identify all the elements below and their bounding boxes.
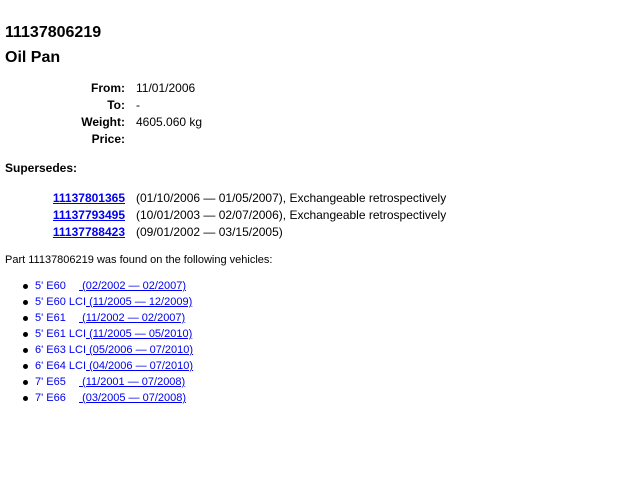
part-number-heading: 11137806219: [5, 24, 102, 41]
bullet-icon: [23, 284, 28, 289]
bullet-icon: [23, 300, 28, 305]
vehicle-link[interactable]: [35, 390, 186, 406]
supersede-row: [0, 190, 640, 207]
vehicle-name: 6' E64 LCI: [35, 360, 87, 372]
property-label: Price:: [91, 132, 125, 146]
property-label: From:: [91, 81, 125, 95]
vehicle-name: 5' E61 LCI: [35, 328, 87, 340]
superseded-part-link[interactable]: 11137801365: [52, 191, 125, 205]
vehicle-link[interactable]: [35, 294, 192, 310]
superseded-part-description: (09/01/2002 — 03/15/2005): [136, 225, 283, 239]
vehicle-date-range: (11/2001 — 07/2008): [82, 376, 186, 388]
vehicle-date-range: (11/2002 — 02/2007): [82, 312, 186, 324]
property-label: To:: [107, 98, 125, 112]
vehicle-link[interactable]: [35, 342, 193, 358]
property-value: 4605.060 kg: [136, 115, 203, 129]
property-row-from: [5, 80, 305, 97]
property-row-to: [5, 97, 305, 114]
property-row-weight: [5, 114, 305, 131]
supersedes-heading: Supersedes:: [5, 161, 78, 175]
vehicle-name: 7' E65: [35, 376, 66, 388]
vehicle-name: 5' E61: [35, 312, 66, 324]
vehicle-link[interactable]: [35, 278, 186, 294]
property-label: Weight:: [81, 115, 125, 129]
superseded-part-link[interactable]: 11137788423: [52, 225, 125, 239]
superseded-part-link[interactable]: 11137793495: [52, 208, 125, 222]
vehicle-link[interactable]: [35, 310, 185, 326]
vehicle-link[interactable]: [35, 326, 192, 342]
superseded-part-description: (01/10/2006 — 01/05/2007), Exchangeable retrospectively: [136, 191, 447, 205]
vehicle-name: 5' E60: [35, 280, 66, 292]
bullet-icon: [23, 332, 28, 337]
property-value: 11/01/2006: [136, 81, 196, 95]
property-row-price: [5, 131, 305, 148]
bullet-icon: [23, 396, 28, 401]
vehicle-name: 7' E66: [35, 392, 66, 404]
superseded-part-description: (10/01/2003 — 02/07/2006), Exchangeable retrospectively: [136, 208, 447, 222]
supersede-row: [0, 207, 640, 224]
vehicle-date-range: (03/2005 — 07/2008): [82, 392, 187, 404]
bullet-icon: [23, 348, 28, 353]
property-value: -: [136, 98, 140, 112]
vehicles-found-text: Part 11137806219 was found on the following vehicles:: [5, 254, 273, 266]
vehicle-link[interactable]: [35, 374, 185, 390]
bullet-icon: [23, 364, 28, 369]
vehicle-link[interactable]: [35, 358, 193, 374]
part-name-heading: Oil Pan: [5, 49, 61, 66]
vehicle-name: 6' E63 LCI: [35, 344, 87, 356]
vehicle-date-range: (11/2005 — 12/2009): [89, 296, 193, 308]
bullet-icon: [23, 380, 28, 385]
vehicle-date-range: (11/2005 — 05/2010): [89, 328, 193, 340]
bullet-icon: [23, 316, 28, 321]
vehicle-date-range: (02/2002 — 02/2007): [82, 280, 187, 292]
supersede-row: [0, 224, 640, 241]
vehicle-date-range: (04/2006 — 07/2010): [89, 360, 194, 372]
vehicle-date-range: (05/2006 — 07/2010): [89, 344, 194, 356]
vehicle-name: 5' E60 LCI: [35, 296, 87, 308]
